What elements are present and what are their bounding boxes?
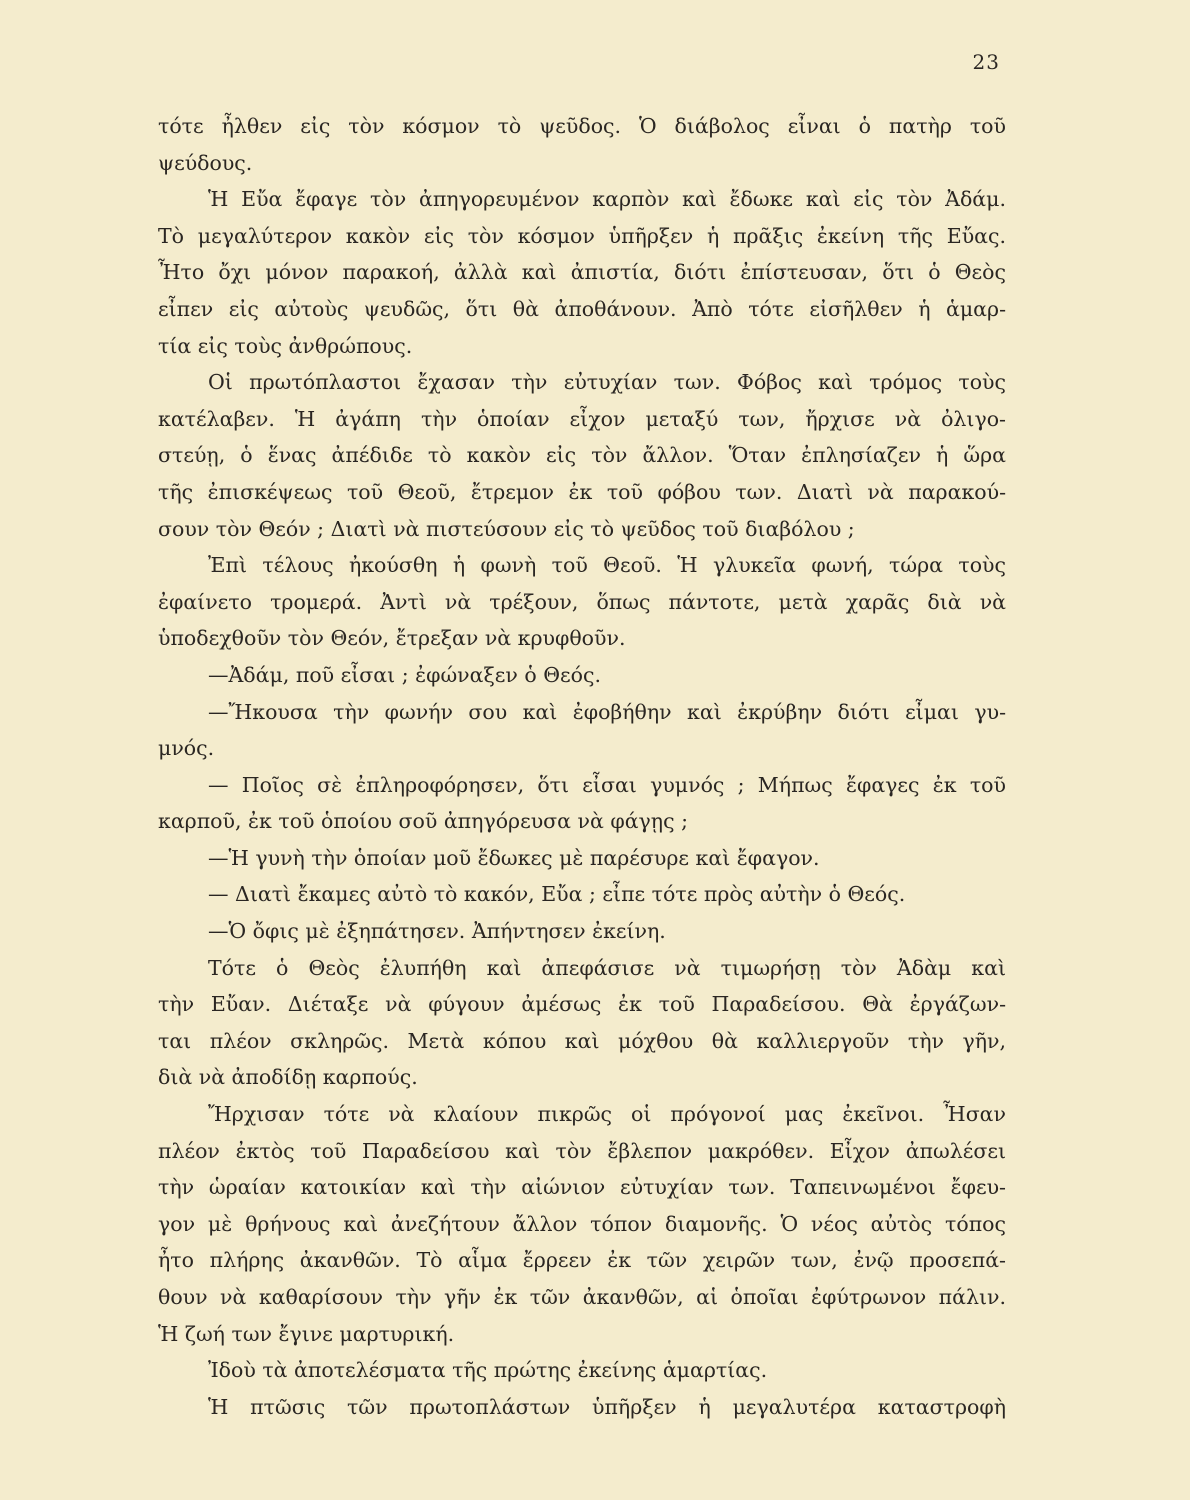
text-line: Τότε ὁ Θεὸς ἐλυπήθη καὶ ἀπεφάσισε νὰ τιμωρήσῃ τὸν Ἀδὰμ καὶ (208, 955, 1006, 980)
text-line: ται πλέον σκληρῶς. Μετὰ κόπου καὶ μόχθου θὰ καλλιεργοῦν τὴν γῆν, (158, 1028, 1006, 1053)
text-line: ὑποδεχθοῦν τὸν Θεόν, ἔτρεξαν νὰ κρυφθοῦν. (158, 626, 626, 651)
text-line: — Διατὶ ἔκαμες αὐτὸ τὸ κακόν, Εὔα ; εἶπε τότε πρὸς αὐτὴν ὁ Θεός. (208, 882, 906, 907)
text-line: Ἤρχισαν τότε νὰ κλαίουν πικρῶς οἱ πρόγονοί μας ἐκεῖνοι. Ἦσαν (208, 1102, 1006, 1127)
text-line: διὰ νὰ ἀποδίδῃ καρπούς. (158, 1065, 418, 1090)
text-line: πλέον ἐκτὸς τοῦ Παραδείσου καὶ τὸν ἔβλεπον μακρόθεν. Εἶχον ἀπωλέσει (158, 1138, 1006, 1163)
text-line: —Ἡ γυνὴ τὴν ὁποίαν μοῦ ἔδωκες μὲ παρέσυρε καὶ ἔφαγον. (208, 845, 820, 870)
text-line: στεύῃ, ὁ ἕνας ἀπέδιδε τὸ κακὸν εἰς τὸν ἄλλον. Ὅταν ἐπλησίαζεν ἡ ὥρα (158, 443, 1006, 468)
text-line: γον μὲ θρήνους καὶ ἀνεζήτουν ἄλλον τόπον διαμονῆς. Ὁ νέος αὐτὸς τόπος (158, 1211, 1006, 1236)
text-line: Ἦτο ὄχι μόνον παρακοή, ἀλλὰ καὶ ἀπιστία, διότι ἐπίστευσαν, ὅτι ὁ Θεὸς (158, 260, 1006, 285)
text-line: —Ἀδάμ, ποῦ εἶσαι ; ἐφώναξεν ὁ Θεός. (208, 662, 602, 687)
text-line: Ἡ πτῶσις τῶν πρωτοπλάστων ὑπῆρξεν ἡ μεγαλυτέρα καταστροφὴ (208, 1394, 1006, 1419)
text-line: καρποῦ, ἐκ τοῦ ὁποίου σοῦ ἀπηγόρευσα νὰ φάγῃς ; (158, 809, 688, 834)
text-line: κατέλαβεν. Ἡ ἀγάπη τὴν ὁποίαν εἶχον μεταξύ των, ἤρχισε νὰ ὀλιγο- (158, 406, 1006, 431)
text-line: Ἐπὶ τέλους ἠκούσθη ἡ φωνὴ τοῦ Θεοῦ. Ἡ γλυκεῖα φωνή, τώρα τοὺς (208, 553, 1006, 578)
text-line: Ἰδοὺ τὰ ἀποτελέσματα τῆς πρώτης ἐκείνης ἁμαρτίας. (208, 1358, 768, 1383)
text-body (158, 108, 1006, 1425)
text-line: θουν νὰ καθαρίσουν τὴν γῆν ἐκ τῶν ἀκανθῶν, αἱ ὁποῖαι ἐφύτρωνον πάλιν. (158, 1285, 1006, 1309)
text-line: τῆς ἐπισκέψεως τοῦ Θεοῦ, ἔτρεμον ἐκ τοῦ φόβου των. Διατὶ νὰ παρακού- (158, 479, 1006, 504)
text-line: σουν τὸν Θεόν ; Διατὶ νὰ πιστεύσουν εἰς τὸ ψεῦδος τοῦ διαβόλου ; (158, 516, 855, 541)
text-line: τία εἰς τοὺς ἀνθρώπους. (158, 333, 413, 358)
text-line: ἦτο πλήρης ἀκανθῶν. Τὸ αἷμα ἔρρεεν ἐκ τῶν χειρῶν των, ἐνῷ προσεπά- (158, 1248, 1006, 1273)
text-line: τότε ἦλθεν εἰς τὸν κόσμον τὸ ψεῦδος. Ὁ διάβολος εἶναι ὁ πατὴρ τοῦ (158, 114, 1006, 138)
page-number: 23 (972, 50, 1000, 74)
text-line: Οἱ πρωτόπλαστοι ἔχασαν τὴν εὐτυχίαν των. Φόβος καὶ τρόμος τοὺς (208, 370, 1006, 395)
text-line: —Ἤκουσα τὴν φωνήν σου καὶ ἐφοβήθην καὶ ἐκρύβην διότι εἶμαι γυ- (208, 699, 1006, 724)
text-line: —Ὁ ὄφις μὲ ἐξηπάτησεν. Ἀπήντησεν ἐκείνη. (208, 919, 666, 944)
text-line: τὴν Εὔαν. Διέταξε νὰ φύγουν ἀμέσως ἐκ τοῦ Παραδείσου. Θὰ ἐργάζων- (158, 992, 1006, 1017)
text-line: τὴν ὡραίαν κατοικίαν καὶ τὴν αἰώνιον εὐτυχίαν των. Ταπεινωμένοι ἔφευ- (158, 1175, 1006, 1200)
text-line: Τὸ μεγαλύτερον κακὸν εἰς τὸν κόσμον ὑπῆρξεν ἡ πρᾶξις ἐκείνη τῆς Εὔας. (158, 223, 1006, 248)
text-line: ψεύδους. (158, 150, 253, 175)
text-line: μνός. (158, 736, 215, 761)
text-line: — Ποῖος σὲ ἐπληροφόρησεν, ὅτι εἶσαι γυμνός ; Μήπως ἔφαγες ἐκ τοῦ (208, 772, 1006, 797)
text-line: εἶπεν εἰς αὐτοὺς ψευδῶς, ὅτι θὰ ἀποθάνουν. Ἀπὸ τότε εἰσῆλθεν ἡ ἁμαρ- (158, 296, 1006, 321)
text-line: ἐφαίνετο τρομερά. Ἀντὶ νὰ τρέξουν, ὅπως πάντοτε, μετὰ χαρᾶς διὰ νὰ (158, 589, 1006, 614)
text-line: Ἡ Εὔα ἔφαγε τὸν ἀπηγορευμένον καρπὸν καὶ ἔδωκε καὶ εἰς τὸν Ἀδάμ. (208, 187, 1006, 212)
text-line: Ἡ ζωή των ἔγινε μαρτυρική. (158, 1321, 455, 1346)
